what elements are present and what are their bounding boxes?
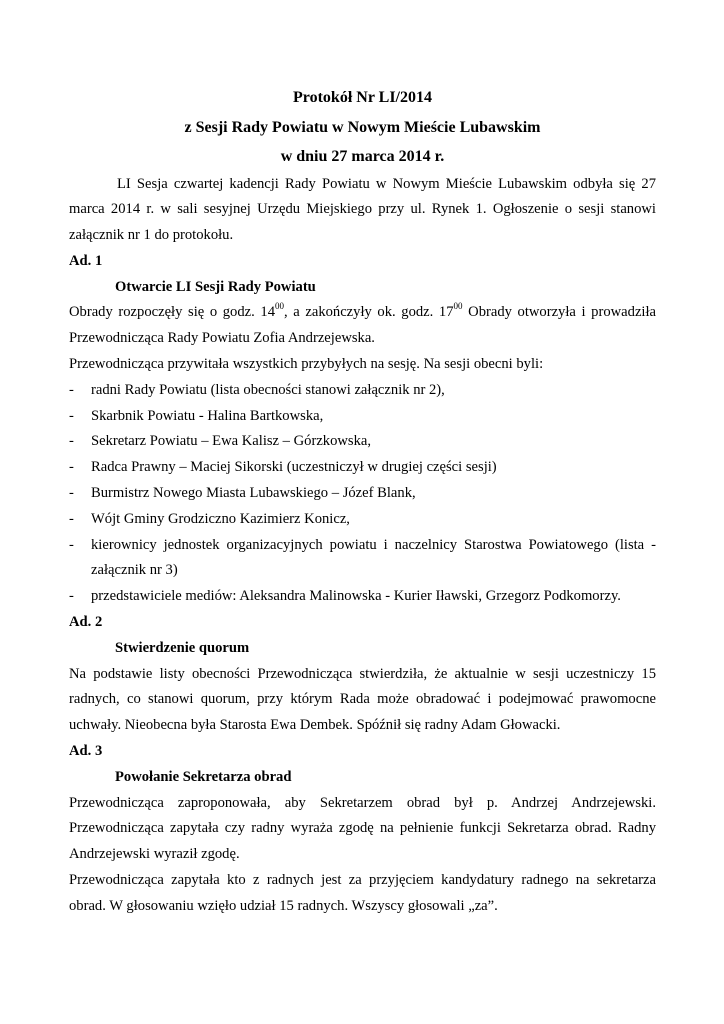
list-item-text: Sekretarz Powiatu – Ewa Kalisz – Górzkowska, — [91, 433, 372, 450]
list-item — [69, 533, 656, 585]
list-item — [69, 455, 656, 481]
ad-1-p1-part-c: Obrady otworzyła i prowadziła Przewodnicząca Rady Powiatu Zofia Andrzejewska. — [69, 304, 657, 347]
list-item-text: Radca Prawny – Maciej Sikorski (uczestniczył w drugiej części sesji) — [91, 459, 497, 476]
list-dash: - — [69, 459, 74, 476]
list-item-text: kierownicy jednostek organizacyjnych powiatu i naczelnicy Starostwa Powiatowego (lista - załącznik nr 3) — [91, 536, 656, 579]
title-line-3: w dniu 27 marca 2014 r. — [280, 148, 445, 165]
list-item-text: radni Rady Powiatu (lista obecności stanowi załącznik nr 2), — [91, 381, 445, 398]
list-item-text: przedstawiciele mediów: Aleksandra Malinowska - Kurier Iławski, Grzegorz Podkomorzy. — [91, 588, 621, 605]
list-item — [69, 429, 656, 455]
list-item-text: Wójt Gminy Grodziczno Kazimierz Konicz, — [91, 510, 350, 527]
ad-2-heading: Stwierdzenie quorum — [115, 639, 250, 656]
list-dash: - — [69, 588, 74, 605]
list-item — [69, 481, 656, 507]
ad-1-p1-part-b: , a zakończyły ok. godz. 17 — [284, 304, 454, 321]
list-item — [69, 507, 656, 533]
ad-1-p1-sup-2: 00 — [453, 301, 463, 312]
ad-1-heading: Otwarcie LI Sesji Rady Powiatu — [115, 278, 316, 295]
ad-1-paragraph-2: Przewodnicząca przywitała wszystkich przybyłych na sesję. Na sesji obecni byli: — [69, 356, 544, 373]
title-line-2: z Sesji Rady Powiatu w Nowym Mieście Lubawskim — [184, 118, 541, 136]
list-item — [69, 404, 656, 430]
ad-1-p1-part-a: Obrady rozpoczęły się o godz. 14 — [69, 304, 275, 321]
ad-1-p1-sup-1: 00 — [275, 301, 284, 312]
ad-2-label: Ad. 2 — [69, 614, 103, 631]
list-dash: - — [69, 381, 74, 398]
intro-paragraph: LI Sesja czwartej kadencji Rady Powiatu w Nowym Mieście Lubawskim odbyła się 27 marca 2014 r. w sali sesyjnej Urzędu Miejskiego przy ul. Rynek 1. Ogłoszenie o sesji stanowi załącznik nr 1 do protokołu. — [69, 175, 656, 244]
ad-1-paragraph-1 — [69, 300, 656, 352]
list-item — [69, 378, 656, 404]
ad-3-label: Ad. 3 — [69, 743, 103, 760]
list-dash: - — [69, 407, 74, 424]
list-dash: - — [69, 485, 74, 502]
list-dash: - — [69, 536, 74, 553]
list-dash: - — [69, 433, 74, 450]
list-item — [69, 584, 656, 610]
document-title — [69, 0, 656, 172]
list-item-text: Skarbnik Powiatu - Halina Bartkowska, — [91, 407, 324, 424]
ad-3-paragraph-2: Przewodnicząca zapytała kto z radnych jest za przyjęciem kandydatury radnego na sekretarza obrad. W głosowaniu wzięło udział 15 radnych. Wszyscy głosowali „za”. — [69, 872, 656, 914]
title-line-1: Protokół Nr LI/2014 — [293, 89, 432, 106]
attendees-list — [69, 378, 656, 610]
ad-2-paragraph-1: Na podstawie listy obecności Przewodnicząca stwierdziła, że aktualnie w sesji uczestniczy 15 radnych, co stanowi quorum, przy którym Rada może obradować i podejmować prawomocne uchwały. Nieobecna była Starosta Ewa Dembek. Spóźnił się radny Adam Głowacki. — [69, 665, 656, 734]
ad-3-heading: Powołanie Sekretarza obrad — [115, 768, 292, 785]
list-dash: - — [69, 510, 74, 527]
ad-1-label: Ad. 1 — [69, 252, 103, 269]
list-item-text: Burmistrz Nowego Miasta Lubawskiego – Józef Blank, — [91, 485, 416, 502]
ad-3-paragraph-1: Przewodnicząca zaproponowała, aby Sekretarzem obrad był p. Andrzej Andrzejewski. Przewodnicząca zapytała czy radny wyraża zgodę na pełnienie funkcji Sekretarza obrad. Radny Andrzejewski wyraził zgodę. — [69, 794, 656, 863]
